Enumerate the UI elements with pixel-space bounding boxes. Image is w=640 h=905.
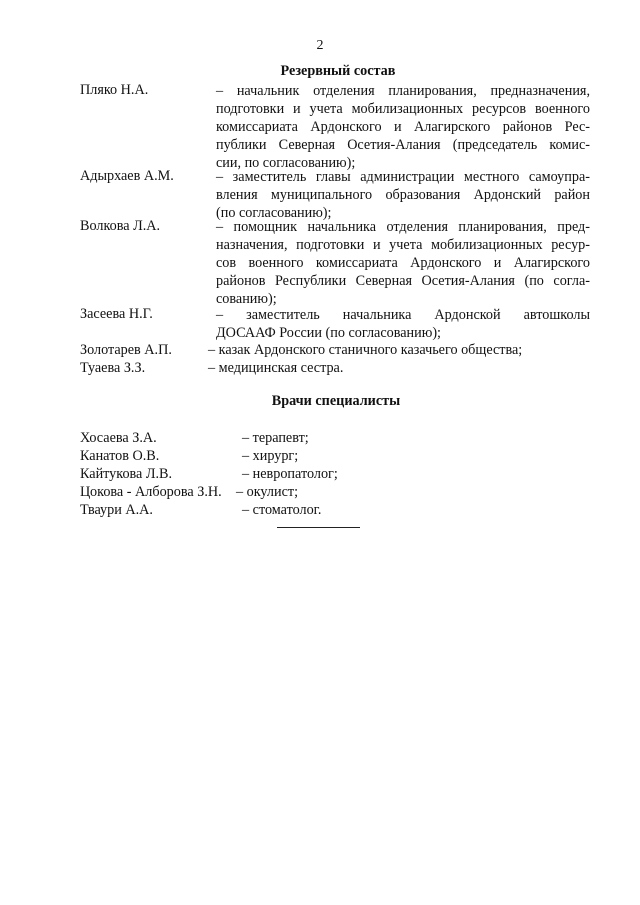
position-line: публики Северная Осетия-Алания (председатель комис-	[216, 137, 590, 153]
doctor-name: Цокова - Алборова З.Н.	[80, 484, 222, 500]
page-number: 2	[316, 38, 324, 53]
member-position: – медицинская сестра.	[208, 360, 344, 376]
position-line: районов Республики Северная Осетия-Алания (по согла-	[216, 273, 590, 289]
doctor-name: Хосаева З.А.	[80, 430, 157, 446]
position-line: – заместитель главы администрации местного самоупра-	[216, 169, 590, 185]
position-line: (по согласованию);	[216, 205, 332, 221]
reserve-section-title: Резервный состав	[280, 63, 396, 79]
doctor-specialty: – хирург;	[242, 448, 299, 464]
position-line: – начальник отделения планирования, предназначения,	[216, 83, 590, 99]
doctor-name: Тваури А.А.	[80, 502, 153, 518]
member-position	[216, 218, 590, 308]
doctor-specialty: – окулист;	[236, 484, 299, 500]
position-line: – помощник начальника отделения планирования, пред-	[216, 219, 590, 235]
member-position	[216, 82, 590, 172]
doctor-row	[80, 502, 480, 520]
position-line: – заместитель начальника Ардонской автошколы	[216, 307, 590, 323]
end-divider	[277, 527, 360, 528]
doctor-row	[80, 466, 480, 484]
position-line: подготовки и учета мобилизационных ресурсов военного	[216, 101, 590, 117]
member-position	[216, 168, 590, 222]
member-name: Засеева Н.Г.	[80, 306, 153, 322]
member-name: Адырхаев А.М.	[80, 168, 174, 184]
position-line: ДОСААФ России (по согласованию);	[216, 325, 441, 341]
doctor-specialty: – терапевт;	[242, 430, 309, 446]
position-line: сов военного комиссариата Ардонского и Алагирского	[216, 255, 590, 271]
position-line: вления муниципального образования Ардонский район	[216, 187, 590, 203]
position-line: назначения, подготовки и учета мобилизационных ресур-	[216, 237, 590, 253]
member-position	[216, 306, 590, 342]
position-line: сии, по согласованию);	[216, 155, 356, 171]
doctor-row	[80, 430, 480, 448]
member-name: Волкова Л.А.	[80, 218, 161, 234]
position-line: сованию);	[216, 291, 277, 307]
member-position: – казак Ардонского станичного казачьего общества;	[208, 342, 523, 358]
doctor-specialty: – невропатолог;	[242, 466, 338, 482]
doctors-section-title: Врачи специалисты	[271, 393, 401, 409]
doctor-name: Канатов О.В.	[80, 448, 160, 464]
member-name: Пляко Н.А.	[80, 82, 149, 98]
doctor-row	[80, 448, 480, 466]
doctor-specialty: – стоматолог.	[242, 502, 322, 518]
member-name: Золотарев А.П.	[80, 342, 172, 358]
doctor-row	[80, 484, 480, 502]
position-line: комиссариата Ардонского и Алагирского районов Рес-	[216, 119, 590, 135]
member-name: Туаева З.З.	[80, 360, 146, 376]
doctor-name: Кайтукова Л.В.	[80, 466, 173, 482]
